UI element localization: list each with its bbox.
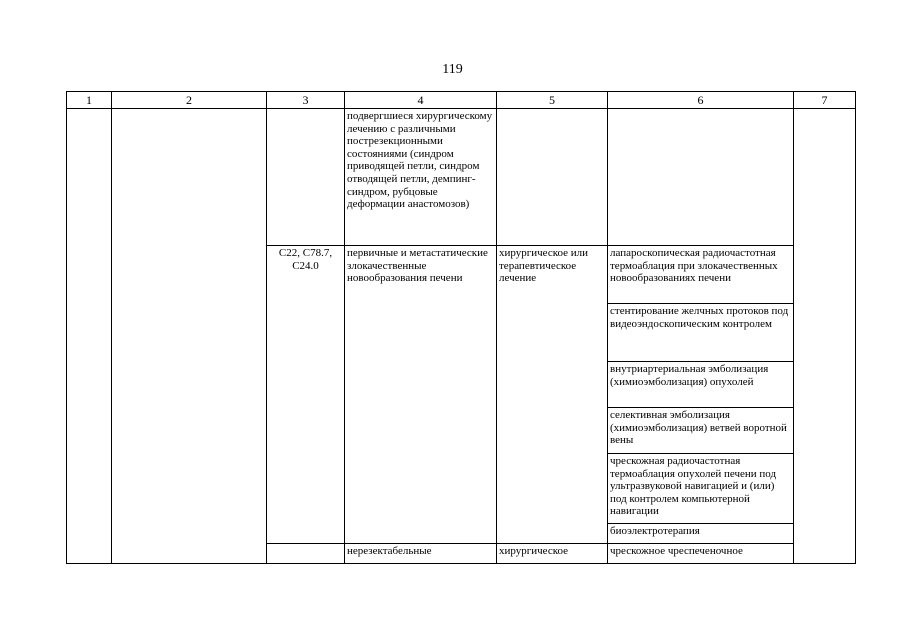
- cell-method: лапароскопическая радиочастотная термоаблация при злокачественных новообразованиях печени: [608, 246, 794, 304]
- cell-diagnosis: первичные и метастатические злокачественные новообразования печени: [345, 246, 497, 544]
- cell-codes: [267, 544, 345, 564]
- table-row: [67, 109, 856, 246]
- cell-diagnosis: нерезектабельные: [345, 544, 497, 564]
- cell-method: чрескожная радиочастотная термоаблация опухолей печени под ультразвуковой навигацией и (или) под контролем компьютерной навигации: [608, 454, 794, 524]
- cell-method: [608, 109, 794, 246]
- cell-method: чрескожное чреспеченочное: [608, 544, 794, 564]
- cell-extra: [794, 109, 856, 564]
- column-header: 2: [112, 92, 267, 109]
- column-header: 3: [267, 92, 345, 109]
- cell-group: [112, 109, 267, 564]
- cell-method: селективная эмболизация (химиоэмболизация) ветвей воротной вены: [608, 408, 794, 454]
- column-header: 6: [608, 92, 794, 109]
- cell-method: биоэлектротерапия: [608, 524, 794, 544]
- cell-codes: [267, 109, 345, 246]
- column-header: 4: [345, 92, 497, 109]
- cell-treatment-type: хирургическое: [497, 544, 608, 564]
- column-header: 5: [497, 92, 608, 109]
- page-number: 119: [442, 62, 463, 77]
- cell-diagnosis: подвергшиеся хирургическому лечению с различными пострезекционными состояниями (синдром приводящей петли, синдром отводящей петли, демпинг-синдром, рубцовые деформации анастомозов): [345, 109, 497, 246]
- table-header-row: [67, 92, 856, 109]
- column-header: 7: [794, 92, 856, 109]
- cell-method: стентирование желчных протоков под видеоэндоскопическим контролем: [608, 304, 794, 362]
- cell-number: [67, 109, 112, 564]
- treatment-table: [66, 91, 856, 564]
- cell-treatment-type: хирургическое или терапевтическое лечение: [497, 246, 608, 544]
- cell-codes: C22, C78.7, C24.0: [267, 246, 345, 544]
- column-header: 1: [67, 92, 112, 109]
- cell-treatment-type: [497, 109, 608, 246]
- cell-method: внутриартериальная эмболизация (химиоэмболизация) опухолей: [608, 362, 794, 408]
